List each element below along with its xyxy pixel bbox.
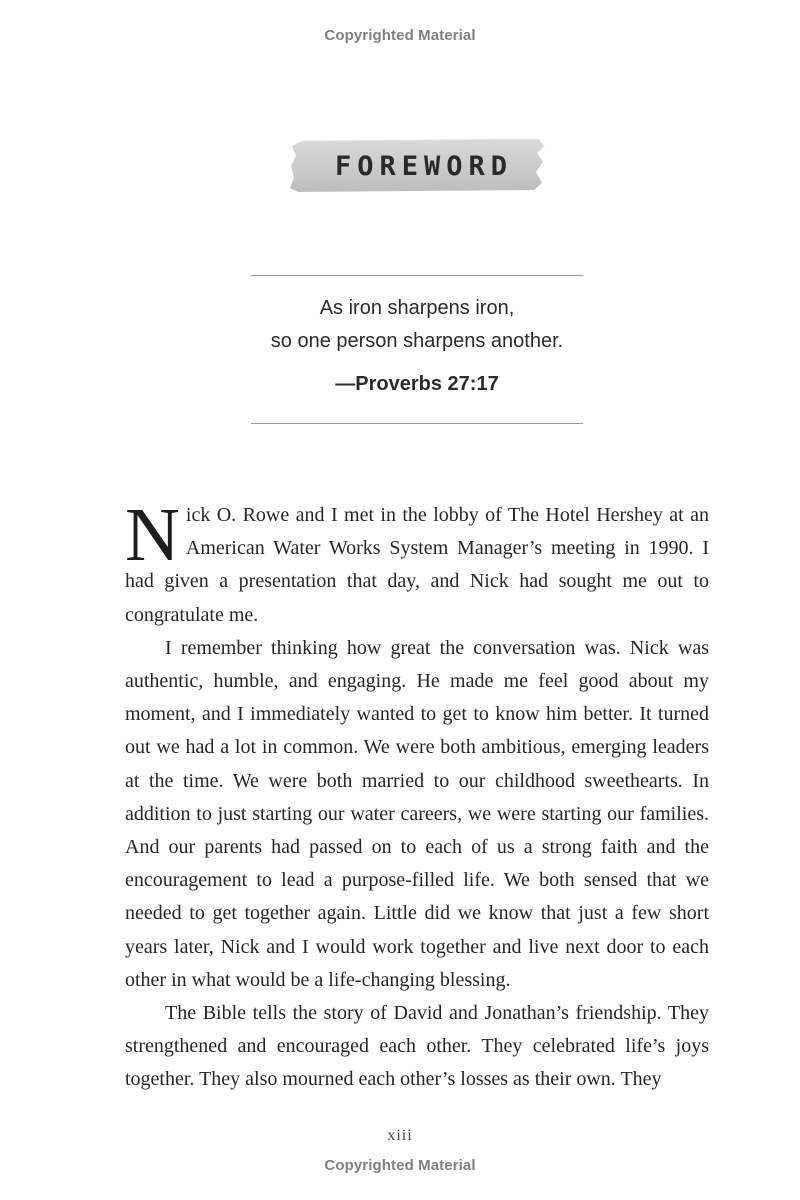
drop-cap: N	[125, 493, 180, 577]
watermark-top: Copyrighted Material	[324, 27, 476, 44]
epigraph-citation: —Proverbs 27:17	[335, 373, 499, 395]
epigraph-line-2: so one person sharpens another.	[270, 330, 564, 352]
paragraph-1-text: ick O. Rowe and I met in the lobby of The Hotel Hershey at an American Water Works System Manager’s meeting in 1990. I had given a presentation that day, and Nick had sought me out to congratulate me.	[125, 504, 709, 626]
paragraph-2: I remember thinking how great the conversation was. Nick was authentic, humble, and engaging. He made me feel good about my moment, and I immediately wanted to get to know him better. It turned out we had a lot in common. We were both ambitious, emerging leaders at the time. We were both married to our childhood sweethearts. In addition to just starting our water careers, we were starting our families. And our parents had passed on to each of us a strong faith and the encouragement to lead a purpose-filled life. We both sensed that we needed to get together again. Little did we know that just a few short years later, Nick and I would work together and live next door to each other in what would be a life-changing blessing.	[125, 636, 709, 991]
paragraph-1	[125, 493, 709, 632]
epigraph-line-1: As iron sharpens iron,	[319, 297, 515, 319]
watermark-bottom: Copyrighted Material	[324, 1157, 476, 1174]
body-text	[125, 493, 709, 1097]
chapter-title-banner	[288, 138, 548, 194]
epigraph-rule-bottom	[251, 423, 583, 424]
epigraph-rule-top	[251, 275, 583, 276]
paragraph-3: The Bible tells the story of David and Jonathan’s friendship. They strengthened and encouraged each other. They celebrated life’s joys together. They also mourned each other’s losses as their own. They	[125, 1002, 709, 1091]
page-number: xiii	[387, 1127, 413, 1144]
chapter-title: FOREWORD	[334, 150, 514, 182]
